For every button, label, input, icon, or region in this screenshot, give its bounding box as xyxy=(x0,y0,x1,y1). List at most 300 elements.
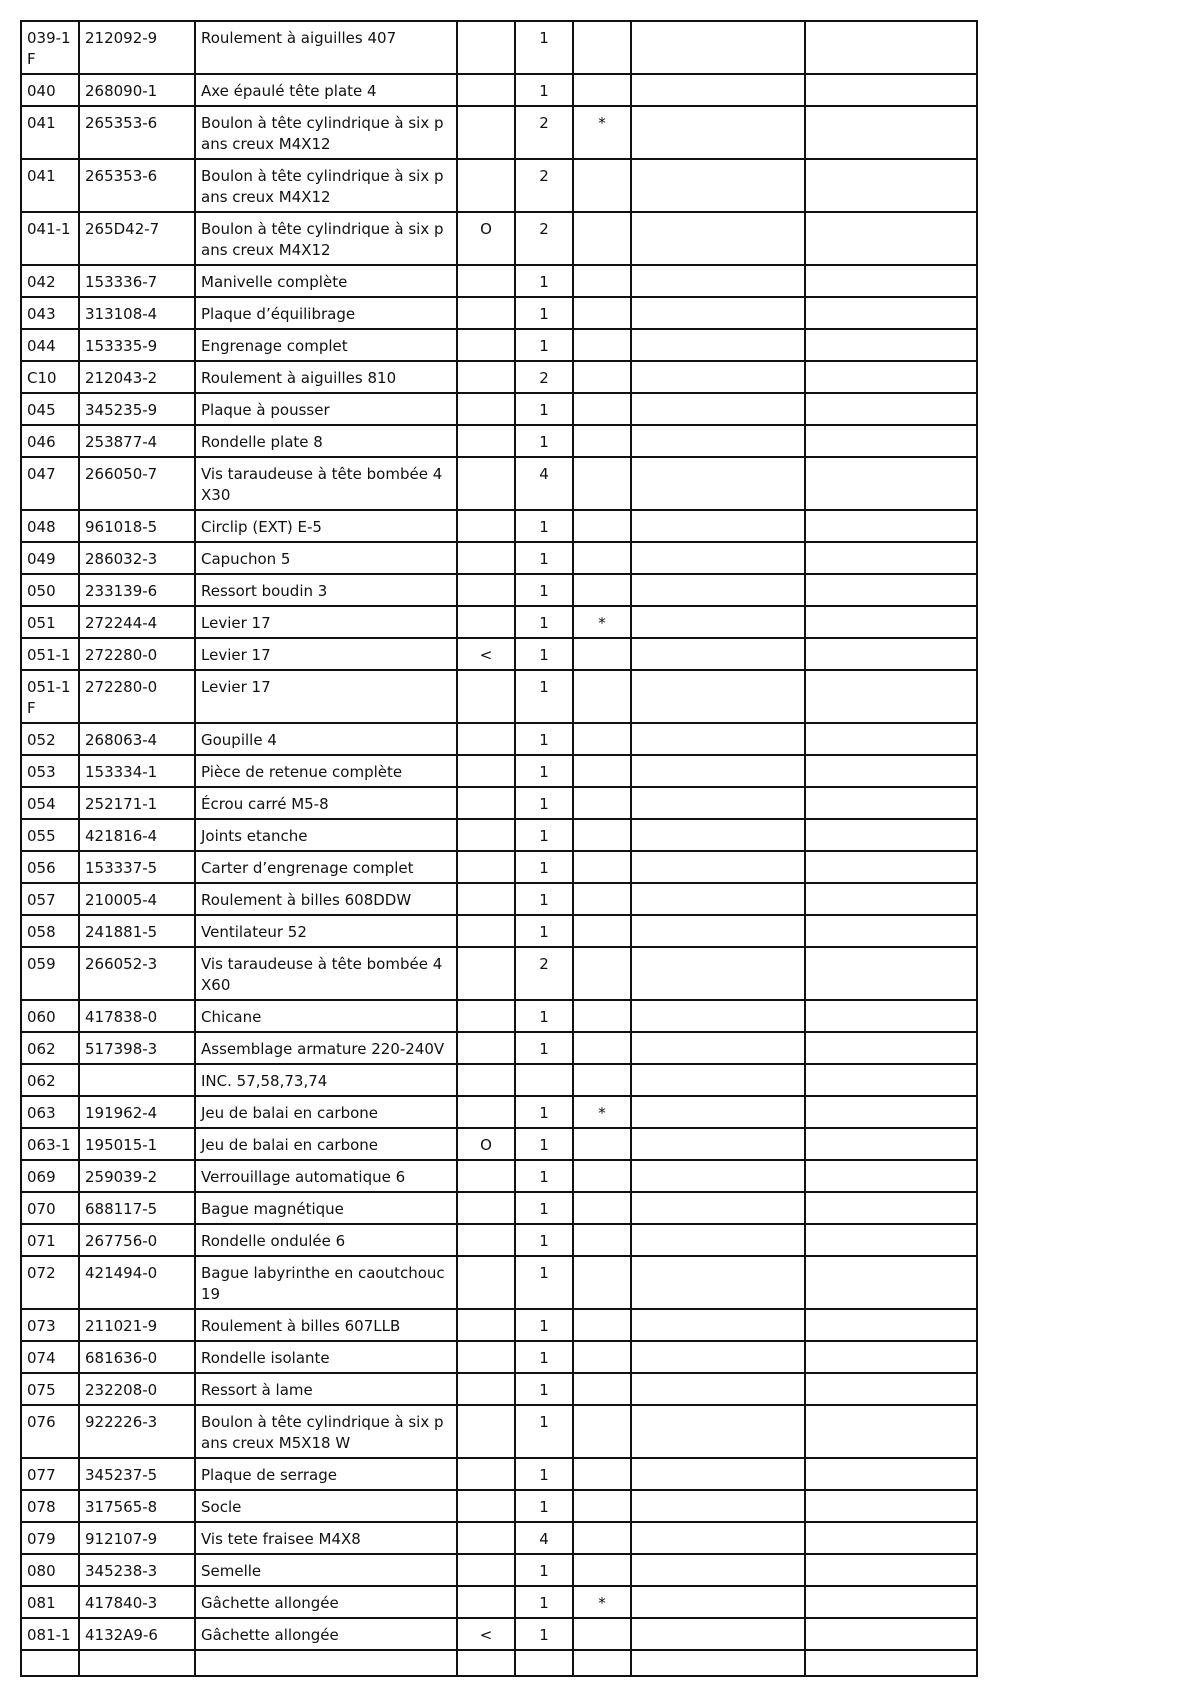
part-number-cell: 421816-4 xyxy=(79,819,195,851)
flag-cell xyxy=(573,1458,631,1490)
quantity-cell: 1 xyxy=(515,265,573,297)
empty-cell xyxy=(631,1586,805,1618)
flag-cell xyxy=(573,1192,631,1224)
ref-cell: 044 xyxy=(21,329,79,361)
table-row xyxy=(21,425,977,457)
table-row xyxy=(21,1586,977,1618)
empty-cell xyxy=(805,457,977,510)
part-number-cell: 421494-0 xyxy=(79,1256,195,1309)
empty-cell xyxy=(805,1000,977,1032)
flag-cell: * xyxy=(573,606,631,638)
empty-cell xyxy=(805,297,977,329)
empty-cell xyxy=(805,1650,977,1676)
empty-cell xyxy=(631,1256,805,1309)
empty-cell xyxy=(805,1224,977,1256)
empty-cell xyxy=(631,670,805,723)
quantity-cell: 1 xyxy=(515,1032,573,1064)
part-number-cell: 233139-6 xyxy=(79,574,195,606)
note-cell xyxy=(457,21,515,74)
ref-cell: 059 xyxy=(21,947,79,1000)
flag-cell xyxy=(573,1064,631,1096)
ref-cell: 040 xyxy=(21,74,79,106)
note-cell xyxy=(457,787,515,819)
quantity-cell: 1 xyxy=(515,393,573,425)
empty-cell xyxy=(631,1309,805,1341)
ref-cell: 049 xyxy=(21,542,79,574)
part-number-cell xyxy=(79,1650,195,1676)
description-cell: Plaque à pousser xyxy=(195,393,457,425)
empty-cell xyxy=(805,159,977,212)
part-number-cell: 232208-0 xyxy=(79,1373,195,1405)
part-number-cell: 345238-3 xyxy=(79,1554,195,1586)
note-cell xyxy=(457,393,515,425)
empty-cell xyxy=(805,425,977,457)
part-number-cell: 688117-5 xyxy=(79,1192,195,1224)
description-cell xyxy=(195,1650,457,1676)
ref-cell: 079 xyxy=(21,1522,79,1554)
table-row xyxy=(21,1522,977,1554)
part-number-cell: 153336-7 xyxy=(79,265,195,297)
empty-cell xyxy=(631,74,805,106)
table-row xyxy=(21,159,977,212)
note-cell xyxy=(457,1373,515,1405)
table-row xyxy=(21,1000,977,1032)
empty-cell xyxy=(805,1128,977,1160)
quantity-cell: 1 xyxy=(515,1554,573,1586)
empty-cell xyxy=(805,883,977,915)
table-row xyxy=(21,851,977,883)
empty-cell xyxy=(631,1160,805,1192)
part-number-cell: 265353-6 xyxy=(79,106,195,159)
quantity-cell: 4 xyxy=(515,457,573,510)
quantity-cell: 2 xyxy=(515,947,573,1000)
empty-cell xyxy=(631,1522,805,1554)
quantity-cell: 2 xyxy=(515,106,573,159)
part-number-cell: 241881-5 xyxy=(79,915,195,947)
empty-cell xyxy=(631,723,805,755)
table-row xyxy=(21,212,977,265)
flag-cell xyxy=(573,542,631,574)
flag-cell xyxy=(573,638,631,670)
part-number-cell: 265353-6 xyxy=(79,159,195,212)
part-number-cell: 272244-4 xyxy=(79,606,195,638)
note-cell xyxy=(457,1224,515,1256)
empty-cell xyxy=(805,1490,977,1522)
quantity-cell: 1 xyxy=(515,542,573,574)
empty-cell xyxy=(805,606,977,638)
empty-cell xyxy=(631,1618,805,1650)
part-number-cell: 252171-1 xyxy=(79,787,195,819)
description-cell: Roulement à aiguilles 407 xyxy=(195,21,457,74)
part-number-cell: 272280-0 xyxy=(79,638,195,670)
flag-cell xyxy=(573,1000,631,1032)
ref-cell: 053 xyxy=(21,755,79,787)
empty-cell xyxy=(805,1096,977,1128)
empty-cell xyxy=(805,574,977,606)
flag-cell xyxy=(573,1128,631,1160)
empty-cell xyxy=(805,1064,977,1096)
note-cell xyxy=(457,1490,515,1522)
ref-cell: 062 xyxy=(21,1064,79,1096)
ref-cell: 062 xyxy=(21,1032,79,1064)
flag-cell xyxy=(573,1224,631,1256)
empty-cell xyxy=(631,1192,805,1224)
empty-cell xyxy=(631,1490,805,1522)
empty-cell xyxy=(631,542,805,574)
note-cell xyxy=(457,1554,515,1586)
empty-cell xyxy=(631,1341,805,1373)
flag-cell xyxy=(573,361,631,393)
empty-cell xyxy=(631,1373,805,1405)
table-row xyxy=(21,1554,977,1586)
table-row xyxy=(21,510,977,542)
flag-cell xyxy=(573,1490,631,1522)
flag-cell xyxy=(573,1650,631,1676)
ref-cell: 063 xyxy=(21,1096,79,1128)
empty-cell xyxy=(631,883,805,915)
empty-cell xyxy=(805,1160,977,1192)
note-cell xyxy=(457,574,515,606)
note-cell: O xyxy=(457,212,515,265)
table-row xyxy=(21,1458,977,1490)
flag-cell xyxy=(573,723,631,755)
note-cell xyxy=(457,510,515,542)
empty-cell xyxy=(631,1096,805,1128)
empty-cell xyxy=(805,1554,977,1586)
description-cell: Assemblage armature 220-240V xyxy=(195,1032,457,1064)
table-row xyxy=(21,1309,977,1341)
description-cell: Jeu de balai en carbone xyxy=(195,1096,457,1128)
description-cell: Ressort à lame xyxy=(195,1373,457,1405)
quantity-cell: 1 xyxy=(515,1160,573,1192)
parts-list-table xyxy=(20,20,978,1677)
empty-cell xyxy=(631,457,805,510)
table-row xyxy=(21,457,977,510)
note-cell xyxy=(457,1309,515,1341)
description-cell: Semelle xyxy=(195,1554,457,1586)
empty-cell xyxy=(631,329,805,361)
ref-cell: 055 xyxy=(21,819,79,851)
quantity-cell: 1 xyxy=(515,1341,573,1373)
quantity-cell xyxy=(515,1650,573,1676)
part-number-cell: 345237-5 xyxy=(79,1458,195,1490)
note-cell xyxy=(457,1650,515,1676)
note-cell xyxy=(457,1586,515,1618)
ref-cell: C10 xyxy=(21,361,79,393)
note-cell xyxy=(457,883,515,915)
ref-cell xyxy=(21,1650,79,1676)
empty-cell xyxy=(631,1224,805,1256)
ref-cell: 077 xyxy=(21,1458,79,1490)
part-number-cell: 153334-1 xyxy=(79,755,195,787)
description-cell: Ressort boudin 3 xyxy=(195,574,457,606)
note-cell xyxy=(457,106,515,159)
empty-cell xyxy=(631,361,805,393)
quantity-cell: 1 xyxy=(515,1192,573,1224)
empty-cell xyxy=(631,787,805,819)
ref-cell: 047 xyxy=(21,457,79,510)
quantity-cell: 1 xyxy=(515,1373,573,1405)
part-number-cell: 212092-9 xyxy=(79,21,195,74)
quantity-cell: 1 xyxy=(515,606,573,638)
empty-cell xyxy=(631,606,805,638)
ref-cell: 069 xyxy=(21,1160,79,1192)
empty-cell xyxy=(805,21,977,74)
description-cell: Boulon à tête cylindrique à six pans creux M4X12 xyxy=(195,212,457,265)
note-cell xyxy=(457,265,515,297)
empty-cell xyxy=(631,1458,805,1490)
ref-cell: 081-1 xyxy=(21,1618,79,1650)
note-cell xyxy=(457,1096,515,1128)
part-number-cell: 211021-9 xyxy=(79,1309,195,1341)
note-cell xyxy=(457,74,515,106)
quantity-cell: 2 xyxy=(515,159,573,212)
quantity-cell: 1 xyxy=(515,723,573,755)
empty-cell xyxy=(631,265,805,297)
flag-cell xyxy=(573,1032,631,1064)
quantity-cell: 1 xyxy=(515,1618,573,1650)
description-cell: Ventilateur 52 xyxy=(195,915,457,947)
empty-cell xyxy=(631,574,805,606)
flag-cell xyxy=(573,851,631,883)
ref-cell: 045 xyxy=(21,393,79,425)
part-number-cell: 268063-4 xyxy=(79,723,195,755)
empty-cell xyxy=(805,329,977,361)
note-cell xyxy=(457,1160,515,1192)
empty-cell xyxy=(805,106,977,159)
flag-cell xyxy=(573,915,631,947)
ref-cell: 041-1 xyxy=(21,212,79,265)
ref-cell: 073 xyxy=(21,1309,79,1341)
note-cell xyxy=(457,1000,515,1032)
empty-cell xyxy=(631,1405,805,1458)
description-cell: Axe épaulé tête plate 4 xyxy=(195,74,457,106)
description-cell: Levier 17 xyxy=(195,606,457,638)
empty-cell xyxy=(631,425,805,457)
note-cell xyxy=(457,1341,515,1373)
note-cell xyxy=(457,1064,515,1096)
part-number-cell: 267756-0 xyxy=(79,1224,195,1256)
table-row xyxy=(21,74,977,106)
quantity-cell: 1 xyxy=(515,1458,573,1490)
empty-cell xyxy=(805,787,977,819)
ref-cell: 057 xyxy=(21,883,79,915)
empty-cell xyxy=(805,1256,977,1309)
note-cell xyxy=(457,159,515,212)
empty-cell xyxy=(631,106,805,159)
part-number-cell: 681636-0 xyxy=(79,1341,195,1373)
description-cell: Goupille 4 xyxy=(195,723,457,755)
empty-cell xyxy=(805,1373,977,1405)
empty-cell xyxy=(631,638,805,670)
table-row xyxy=(21,297,977,329)
ref-cell: 071 xyxy=(21,1224,79,1256)
flag-cell xyxy=(573,883,631,915)
table-row xyxy=(21,723,977,755)
flag-cell xyxy=(573,1309,631,1341)
part-number-cell: 212043-2 xyxy=(79,361,195,393)
description-cell: Engrenage complet xyxy=(195,329,457,361)
empty-cell xyxy=(631,915,805,947)
description-cell: Rondelle ondulée 6 xyxy=(195,1224,457,1256)
table-row xyxy=(21,574,977,606)
flag-cell xyxy=(573,74,631,106)
table-row xyxy=(21,542,977,574)
ref-cell: 041 xyxy=(21,106,79,159)
flag-cell xyxy=(573,755,631,787)
ref-cell: 060 xyxy=(21,1000,79,1032)
ref-cell: 046 xyxy=(21,425,79,457)
part-number-cell: 153337-5 xyxy=(79,851,195,883)
description-cell: Bague labyrinthe en caoutchouc 19 xyxy=(195,1256,457,1309)
ref-cell: 042 xyxy=(21,265,79,297)
ref-cell: 063-1 xyxy=(21,1128,79,1160)
table-row xyxy=(21,1032,977,1064)
empty-cell xyxy=(805,1522,977,1554)
empty-cell xyxy=(805,819,977,851)
quantity-cell: 1 xyxy=(515,297,573,329)
note-cell xyxy=(457,755,515,787)
description-cell: Rondelle plate 8 xyxy=(195,425,457,457)
ref-cell: 075 xyxy=(21,1373,79,1405)
quantity-cell: 1 xyxy=(515,1309,573,1341)
description-cell: Bague magnétique xyxy=(195,1192,457,1224)
table-row xyxy=(21,265,977,297)
table-row xyxy=(21,1128,977,1160)
description-cell: Chicane xyxy=(195,1000,457,1032)
empty-cell xyxy=(805,212,977,265)
note-cell xyxy=(457,425,515,457)
flag-cell: * xyxy=(573,1096,631,1128)
empty-cell xyxy=(631,393,805,425)
flag-cell xyxy=(573,1522,631,1554)
table-row xyxy=(21,1650,977,1676)
ref-cell: 070 xyxy=(21,1192,79,1224)
description-cell: Vis tete fraisee M4X8 xyxy=(195,1522,457,1554)
empty-cell xyxy=(805,1341,977,1373)
empty-cell xyxy=(805,1032,977,1064)
empty-cell xyxy=(805,265,977,297)
quantity-cell: 1 xyxy=(515,819,573,851)
quantity-cell: 1 xyxy=(515,883,573,915)
empty-cell xyxy=(631,819,805,851)
description-cell: Manivelle complète xyxy=(195,265,457,297)
empty-cell xyxy=(805,1586,977,1618)
flag-cell xyxy=(573,947,631,1000)
empty-cell xyxy=(631,212,805,265)
description-cell: Roulement à billes 608DDW xyxy=(195,883,457,915)
ref-cell: 058 xyxy=(21,915,79,947)
flag-cell xyxy=(573,159,631,212)
table-row xyxy=(21,883,977,915)
quantity-cell: 1 xyxy=(515,74,573,106)
table-row xyxy=(21,1490,977,1522)
flag-cell xyxy=(573,425,631,457)
part-number-cell: 191962-4 xyxy=(79,1096,195,1128)
part-number-cell: 210005-4 xyxy=(79,883,195,915)
flag-cell xyxy=(573,21,631,74)
empty-cell xyxy=(805,1458,977,1490)
note-cell xyxy=(457,1256,515,1309)
part-number-cell: 961018-5 xyxy=(79,510,195,542)
empty-cell xyxy=(805,947,977,1000)
description-cell: Gâchette allongée xyxy=(195,1586,457,1618)
quantity-cell: 4 xyxy=(515,1522,573,1554)
part-number-cell: 265D42-7 xyxy=(79,212,195,265)
empty-cell xyxy=(631,510,805,542)
quantity-cell: 1 xyxy=(515,1586,573,1618)
description-cell: INC. 57,58,73,74 xyxy=(195,1064,457,1096)
quantity-cell: 2 xyxy=(515,361,573,393)
table-row xyxy=(21,755,977,787)
description-cell: Roulement à aiguilles 810 xyxy=(195,361,457,393)
quantity-cell: 1 xyxy=(515,425,573,457)
part-number-cell xyxy=(79,1064,195,1096)
table-row xyxy=(21,1373,977,1405)
part-number-cell: 268090-1 xyxy=(79,74,195,106)
ref-cell: 048 xyxy=(21,510,79,542)
description-cell: Vis taraudeuse à tête bombée 4X30 xyxy=(195,457,457,510)
table-row xyxy=(21,1341,977,1373)
flag-cell xyxy=(573,265,631,297)
description-cell: Rondelle isolante xyxy=(195,1341,457,1373)
flag-cell xyxy=(573,393,631,425)
note-cell xyxy=(457,329,515,361)
flag-cell xyxy=(573,1618,631,1650)
description-cell: Joints etanche xyxy=(195,819,457,851)
quantity-cell: 1 xyxy=(515,1224,573,1256)
part-number-cell: 922226-3 xyxy=(79,1405,195,1458)
empty-cell xyxy=(805,542,977,574)
note-cell xyxy=(457,542,515,574)
description-cell: Écrou carré M5-8 xyxy=(195,787,457,819)
quantity-cell: 1 xyxy=(515,510,573,542)
description-cell: Levier 17 xyxy=(195,670,457,723)
ref-cell: 080 xyxy=(21,1554,79,1586)
description-cell: Pièce de retenue complète xyxy=(195,755,457,787)
description-cell: Levier 17 xyxy=(195,638,457,670)
part-number-cell: 153335-9 xyxy=(79,329,195,361)
empty-cell xyxy=(631,1032,805,1064)
description-cell: Capuchon 5 xyxy=(195,542,457,574)
note-cell xyxy=(457,1458,515,1490)
ref-cell: 041 xyxy=(21,159,79,212)
flag-cell xyxy=(573,329,631,361)
empty-cell xyxy=(805,74,977,106)
ref-cell: 056 xyxy=(21,851,79,883)
description-cell: Roulement à billes 607LLB xyxy=(195,1309,457,1341)
table-row xyxy=(21,1224,977,1256)
empty-cell xyxy=(805,1192,977,1224)
part-number-cell: 313108-4 xyxy=(79,297,195,329)
description-cell: Vis taraudeuse à tête bombée 4X60 xyxy=(195,947,457,1000)
ref-cell: 050 xyxy=(21,574,79,606)
table-row xyxy=(21,1064,977,1096)
table-row xyxy=(21,819,977,851)
quantity-cell xyxy=(515,1064,573,1096)
note-cell xyxy=(457,915,515,947)
ref-cell: 078 xyxy=(21,1490,79,1522)
table-row xyxy=(21,1405,977,1458)
empty-cell xyxy=(631,21,805,74)
quantity-cell: 1 xyxy=(515,670,573,723)
flag-cell: * xyxy=(573,1586,631,1618)
description-cell: Boulon à tête cylindrique à six pans creux M5X18 W xyxy=(195,1405,457,1458)
part-number-cell: 4132A9-6 xyxy=(79,1618,195,1650)
note-cell: < xyxy=(457,1618,515,1650)
table-row xyxy=(21,21,977,74)
quantity-cell: 1 xyxy=(515,329,573,361)
